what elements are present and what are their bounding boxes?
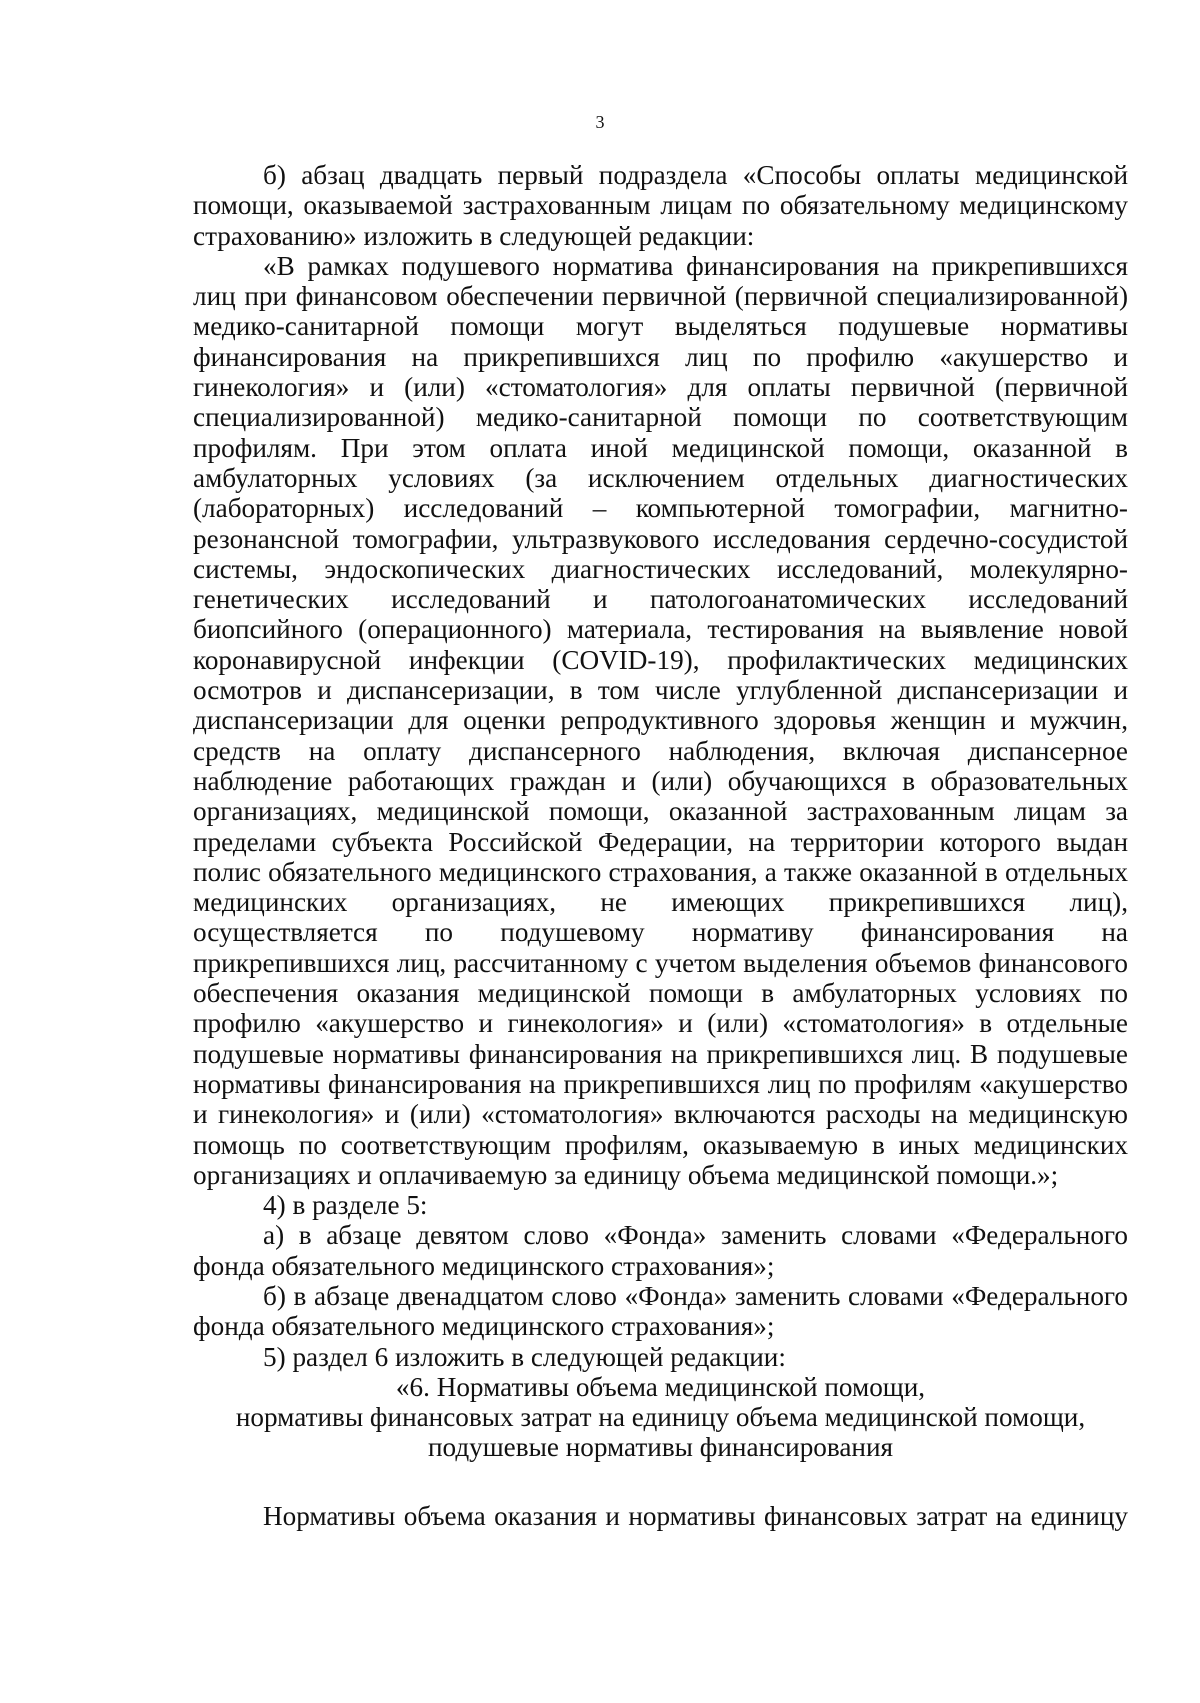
page-number: 3 [595,112,605,132]
paragraph-final: Нормативы объема оказания и нормативы финансовых затрат на единицу [263,1500,1128,1531]
section-heading-line-3: подушевые нормативы финансирования [427,1432,894,1463]
spacer [193,1463,1128,1501]
paragraph-item-4a: а) в абзаце девятом слово «Фонда» заменить словами «Федерального фонда обязательного медицинского страхования»; [193,1220,1128,1281]
section-heading [193,1372,1128,1463]
paragraph-item-4b: б) в абзаце двенадцатом слово «Фонда» заменить словами «Федерального фонда обязательного медицинского страхования»; [193,1280,1128,1342]
paragraph-amendment-b: б) абзац двадцать первый подраздела «Способы оплаты медицинской помощи, оказываемой застрахованным лицам по обязательному медицинскому страхованию» изложить в следующей редакции: [193,160,1128,251]
paragraph-quoted-text: «В рамках подушевого норматива финансирования на прикрепившихся лиц при финансовом обеспечении первичной (первичной специализированной) медико-санитарной помощи могут выделяться подушевые нормативы финансирования на прикрепившихся лиц по профилю «акушерство и гинекология» и (или) «стоматология» для оплаты первичной (первичной специализированной) медико-санитарной помощи по соответствующим профилям. При этом оплата иной медицинской помощи, оказанной в амбулаторных условиях (за исключением отдельных диагностических (лабораторных) исследований – компьютерной томографии, магнитно-резонансной томографии, ультразвукового исследования сердечно-сосудистой системы, эндоскопических диагностических исследований, молекулярно-генетических исследований и патологоанатомических исследований биопсийного (операционного) материала, тестирования на выявление новой коронавирусной инфекции (COVID-19), профилактических медицинских осмотров и диспансеризации, в том числе углубленной диспансеризации и диспансеризации для оценки репродуктивного здоровья женщин и мужчин, средств на оплату диспансерного наблюдения, включая диспансерное наблюдение работающих граждан и (или) обучающихся в образовательных организациях, медицинской помощи, оказанной застрахованным лицам за пределами субъекта Российской Федерации, на территории которого выдан полис обязательного медицинского страхования, а также оказанной в отдельных медицинских организациях, не имеющих прикрепившихся лиц), осуществляется по подушевому нормативу финансирования на прикрепившихся лиц, рассчитанному с учетом выделения объемов финансового обеспечения оказания медицинской помощи в амбулаторных условиях по профилю «акушерство и гинекология» и (или) «стоматология» в отдельные подушевые нормативы финансирования на прикрепившихся лиц. В подушевые нормативы финансирования на прикрепившихся лиц по профилям «акушерство и гинекология» и (или) «стоматология» включаются расходы на медицинскую помощь по соответствующим профилям, оказываемую в иных медицинских организациях и оплачиваемую за единицу объема медицинской помощи.»; [193,250,1128,1190]
section-heading-line-2: нормативы финансовых затрат на единицу объема медицинской помощи, [235,1402,1086,1433]
document-body [193,160,1128,1531]
section-heading-line-1: «6. Нормативы объема медицинской помощи, [395,1371,926,1402]
paragraph-item-4: 4) в разделе 5: [263,1190,428,1221]
paragraph-item-5: 5) раздел 6 изложить в следующей редакции: [263,1341,786,1372]
